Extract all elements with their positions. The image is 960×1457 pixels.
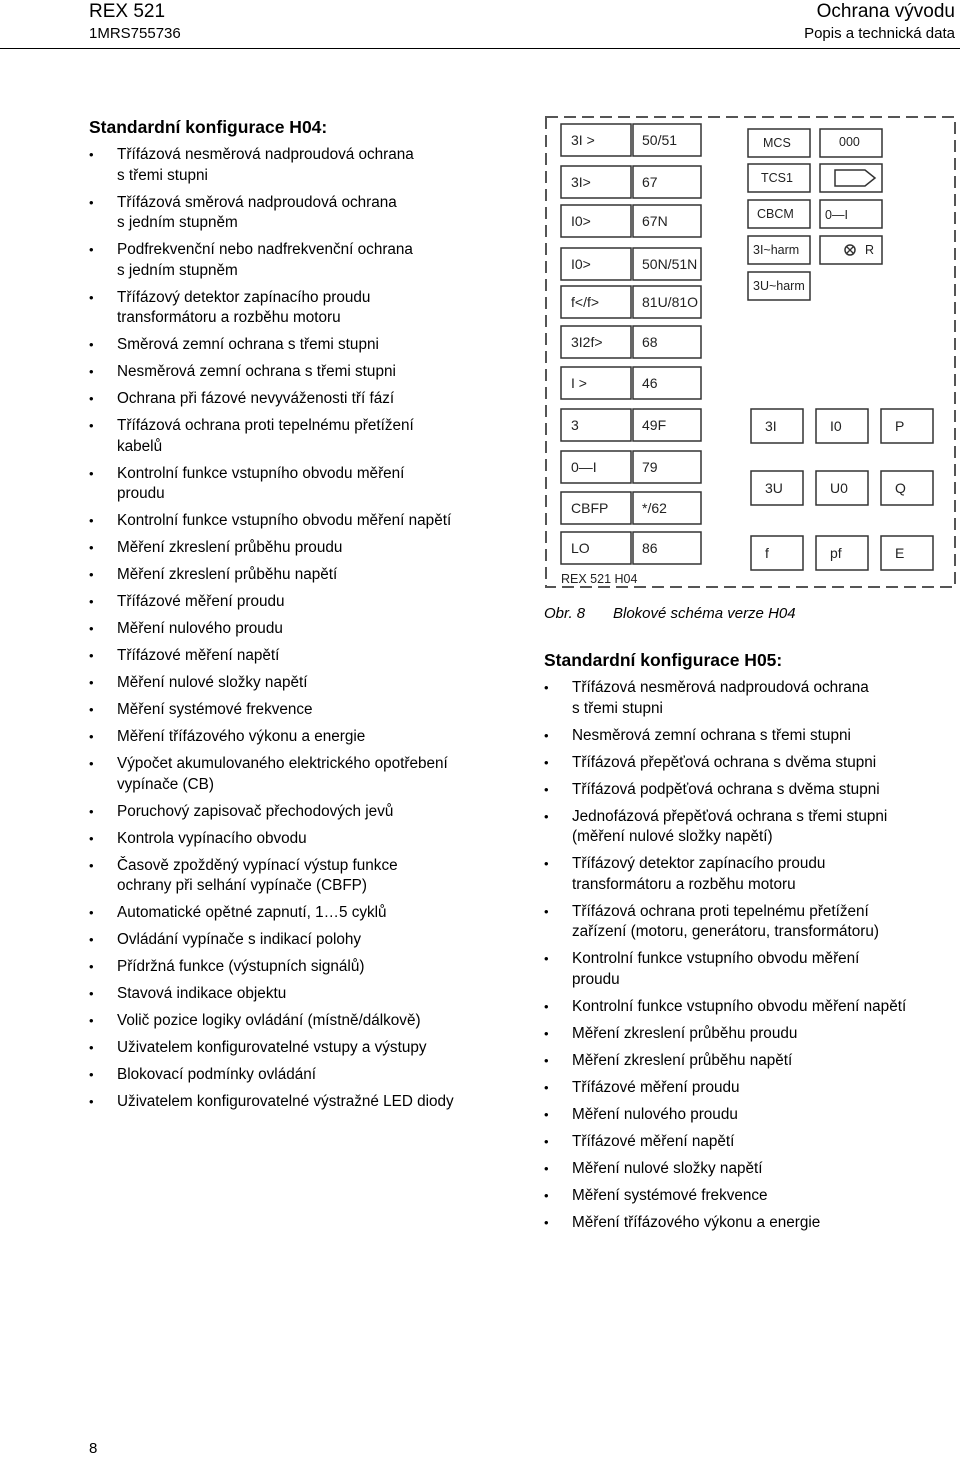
control-label-counter: 000 bbox=[839, 135, 860, 149]
bullet-icon: • bbox=[544, 727, 549, 743]
list-item-text: Třífázová nesměrová nadproudová ochrana s třemi stupni bbox=[117, 146, 414, 184]
block-diagram-h04 bbox=[543, 114, 958, 594]
bullet-icon: • bbox=[89, 513, 94, 528]
list-item-text: Třífázová podpěťová ochrana s dvěma stupni bbox=[572, 780, 880, 798]
list-item bbox=[89, 193, 529, 234]
list-item bbox=[89, 1038, 529, 1059]
bullet-icon: • bbox=[89, 418, 94, 433]
bullet-icon: • bbox=[89, 540, 94, 555]
list-item-text: Nesměrová zemní ochrana s třemi stupni bbox=[117, 363, 396, 380]
bullet-icon: • bbox=[89, 1040, 94, 1055]
bullet-icon: • bbox=[544, 951, 549, 966]
list-item bbox=[544, 1024, 958, 1045]
list-item bbox=[89, 592, 529, 613]
bullet-icon: • bbox=[544, 754, 549, 770]
list-item bbox=[544, 807, 958, 848]
list-item-text: Měření nulové složky napětí bbox=[572, 1159, 763, 1177]
list-item-text: Měření systémové frekvence bbox=[572, 1186, 768, 1204]
list-item-text: Třífázová nesměrová nadproudová ochrana s třemi stupni bbox=[572, 679, 869, 717]
list-item bbox=[544, 780, 958, 801]
page-header bbox=[0, 0, 960, 50]
bullet-icon: • bbox=[544, 1187, 549, 1203]
bullet-icon: • bbox=[544, 1025, 549, 1041]
measurement-label: 3I bbox=[765, 418, 777, 434]
list-item bbox=[89, 619, 529, 640]
list-item bbox=[89, 984, 529, 1005]
list-item bbox=[89, 335, 529, 356]
trip-arrow-icon bbox=[835, 170, 875, 186]
bullet-icon: • bbox=[544, 998, 549, 1014]
control-label-3u-harm: 3U~harm bbox=[753, 279, 805, 293]
document-title: Ochrana vývodu bbox=[816, 1, 955, 22]
list-item bbox=[544, 997, 958, 1018]
protection-symbol: I0> bbox=[571, 213, 591, 229]
list-item bbox=[89, 957, 529, 978]
measurement-label: U0 bbox=[830, 480, 848, 496]
protection-symbol: I0> bbox=[571, 256, 591, 272]
list-item bbox=[544, 949, 958, 990]
list-item-text: Třífázová přepěťová ochrana s dvěma stupni bbox=[572, 753, 877, 771]
bullet-icon: • bbox=[89, 1094, 94, 1109]
list-item-text: Výpočet akumulovaného elektrického opotřebení vypínače (CB) bbox=[117, 755, 448, 793]
protection-symbol: CBFP bbox=[571, 500, 609, 516]
ansi-code: 50/51 bbox=[642, 132, 678, 148]
list-item-text: Třífázové měření napětí bbox=[117, 647, 280, 664]
bullet-icon: • bbox=[544, 856, 549, 871]
list-item bbox=[544, 1186, 958, 1207]
page-number: 8 bbox=[89, 1440, 98, 1457]
ansi-code: */62 bbox=[642, 500, 667, 516]
product-name: REX 521 bbox=[89, 1, 166, 22]
list-item-text: Měření systémové frekvence bbox=[117, 701, 313, 718]
list-item-text: Volič pozice logiky ovládání (místně/dálkově) bbox=[117, 1012, 421, 1029]
figure-number: Obr. 8 bbox=[544, 605, 586, 622]
list-item bbox=[89, 903, 529, 924]
bullet-icon: • bbox=[89, 242, 94, 257]
bullet-icon: • bbox=[544, 903, 549, 919]
list-item-text: Třífázová ochrana proti tepelnému přetížení zařízení (motoru, generátoru, transformátoru) bbox=[572, 902, 879, 940]
measurement-label: f bbox=[765, 545, 769, 561]
list-item-text: Měření nulové složky napětí bbox=[117, 674, 308, 691]
list-item-text: Kontrolní funkce vstupního obvodu měření proudu bbox=[572, 950, 860, 988]
list-item bbox=[89, 673, 529, 694]
bullet-icon: • bbox=[89, 702, 94, 717]
bullet-icon: • bbox=[89, 830, 94, 846]
bullet-icon: • bbox=[544, 808, 549, 824]
list-item-text: Kontrolní funkce vstupního obvodu měření napětí bbox=[572, 997, 907, 1015]
list-item bbox=[544, 1132, 958, 1153]
list-item-text: Podfrekvenční nebo nadfrekvenční ochrana s jedním stupněm bbox=[117, 241, 413, 279]
list-item-text: Měření nulového proudu bbox=[572, 1105, 738, 1123]
list-item-text: Stavová indikace objektu bbox=[117, 985, 287, 1002]
control-label-mcs: MCS bbox=[763, 136, 791, 150]
list-item bbox=[89, 802, 529, 823]
protection-symbol: LO bbox=[571, 540, 590, 556]
measurement-label: 3U bbox=[765, 480, 783, 496]
list-item-text: Kontrolní funkce vstupního obvodu měření napětí bbox=[117, 512, 452, 529]
list-item bbox=[89, 700, 529, 721]
list-item-text: Třífázový detektor zapínacího proudu transformátoru a rozběhu motoru bbox=[117, 288, 371, 326]
list-item-text: Třífázové měření proudu bbox=[117, 593, 285, 610]
protection-symbol: 3 bbox=[571, 417, 579, 433]
bullet-icon: • bbox=[544, 680, 549, 695]
section-title-h04: Standardní konfigurace H04: bbox=[89, 117, 328, 137]
list-item-text: Měření třífázového výkonu a energie bbox=[117, 728, 366, 745]
measurement-label: E bbox=[895, 545, 905, 561]
list-item-text: Třífázové měření proudu bbox=[572, 1078, 740, 1096]
ansi-code: 49F bbox=[642, 417, 667, 433]
control-label-tcs1: TCS1 bbox=[761, 171, 793, 185]
bullet-icon: • bbox=[89, 364, 94, 379]
control-label-cbcm: CBCM bbox=[757, 207, 794, 221]
control-label-3i-harm: 3I~harm bbox=[753, 243, 800, 257]
header-rule bbox=[0, 48, 960, 49]
bullet-icon: • bbox=[544, 1214, 549, 1230]
diagram-frame bbox=[546, 117, 955, 587]
ansi-code: 50N/51N bbox=[642, 256, 698, 272]
figure-caption bbox=[544, 605, 796, 622]
bullet-icon: • bbox=[89, 857, 94, 873]
list-item bbox=[544, 902, 958, 943]
ansi-code: 81U/81O bbox=[642, 294, 699, 310]
list-item bbox=[89, 1092, 529, 1113]
bullet-icon: • bbox=[89, 391, 94, 406]
bullet-icon: • bbox=[89, 1067, 94, 1082]
bullet-icon: • bbox=[89, 648, 94, 663]
list-item bbox=[89, 538, 529, 559]
list-item bbox=[89, 930, 529, 951]
list-item-text: Automatické opětné zapnutí, 1…5 cyklů bbox=[117, 904, 387, 921]
list-item bbox=[544, 1105, 958, 1126]
bullet-icon: • bbox=[544, 781, 549, 797]
bullet-icon: • bbox=[544, 1133, 549, 1149]
list-item-text: Ovládání vypínače s indikací polohy bbox=[117, 931, 362, 948]
protection-symbol: 3I2f> bbox=[571, 334, 603, 350]
list-item bbox=[544, 1051, 958, 1072]
bullet-icon: • bbox=[89, 905, 94, 920]
list-item bbox=[89, 362, 529, 383]
protection-symbol: 0—I bbox=[571, 459, 597, 475]
h04-feature-list bbox=[89, 145, 529, 1119]
bullet-icon: • bbox=[89, 729, 94, 744]
list-item-text: Blokovací podmínky ovládání bbox=[117, 1066, 316, 1083]
bullet-icon: • bbox=[89, 621, 94, 636]
measurement-label: pf bbox=[830, 545, 842, 561]
list-item-text: Uživatelem konfigurovatelné vstupy a výstupy bbox=[117, 1039, 427, 1056]
measurement-label: Q bbox=[895, 480, 906, 496]
list-item bbox=[89, 240, 529, 281]
list-item bbox=[89, 416, 529, 457]
list-item-text: Měření zkreslení průběhu proudu bbox=[117, 539, 343, 556]
list-item bbox=[544, 753, 958, 774]
ansi-code: 46 bbox=[642, 375, 658, 391]
list-item bbox=[544, 1159, 958, 1180]
bullet-icon: • bbox=[89, 465, 94, 481]
list-item-text: Kontrolní funkce vstupního obvodu měření proudu bbox=[117, 464, 405, 502]
measurement-label: I0 bbox=[830, 418, 842, 434]
bullet-icon: • bbox=[89, 337, 94, 352]
list-item bbox=[89, 389, 529, 410]
list-item-text: Měření zkreslení průběhu proudu bbox=[572, 1024, 798, 1042]
list-item-text: Kontrola vypínacího obvodu bbox=[117, 829, 307, 847]
list-item-text: Třífázový detektor zapínacího proudu transformátoru a rozběhu motoru bbox=[572, 855, 826, 893]
ansi-code: 68 bbox=[642, 334, 658, 350]
protection-symbol: f</f> bbox=[571, 294, 600, 310]
diagram-footer: REX 521 H04 bbox=[561, 572, 638, 586]
ansi-code: 79 bbox=[642, 459, 658, 475]
list-item-text: Měření zkreslení průběhu napětí bbox=[117, 566, 338, 583]
list-item-text: Časově zpožděný vypínací výstup funkce ochrany při selhání vypínače (CBFP) bbox=[117, 856, 398, 894]
ansi-code: 86 bbox=[642, 540, 658, 556]
measurement-label: P bbox=[895, 418, 905, 434]
figure-caption-text: Blokové schéma verze H04 bbox=[613, 605, 796, 622]
list-item bbox=[89, 1011, 529, 1032]
list-item bbox=[89, 856, 529, 897]
list-item-text: Ochrana při fázové nevyváženosti tří fází bbox=[117, 390, 395, 407]
list-item bbox=[89, 1065, 529, 1086]
bullet-icon: • bbox=[89, 959, 94, 974]
list-item-text: Uživatelem konfigurovatelné výstražné LED diody bbox=[117, 1093, 454, 1110]
list-item bbox=[89, 511, 529, 532]
list-item bbox=[89, 288, 529, 329]
list-item bbox=[89, 145, 529, 186]
measurement-functions bbox=[751, 409, 933, 570]
control-functions bbox=[748, 129, 882, 300]
control-label-reset: R bbox=[865, 243, 875, 257]
bullet-icon: • bbox=[89, 1013, 94, 1028]
list-item-text: Jednofázová přepěťová ochrana s třemi stupni (měření nulové složky napětí) bbox=[572, 807, 888, 845]
bullet-icon: • bbox=[89, 567, 94, 582]
list-item-text: Třífázová směrová nadproudová ochrana s jedním stupněm bbox=[117, 193, 397, 231]
list-item-text: Měření zkreslení průběhu napětí bbox=[572, 1051, 793, 1069]
list-item-text: Přídržná funkce (výstupních signálů) bbox=[117, 958, 365, 975]
bullet-icon: • bbox=[544, 1106, 549, 1122]
bullet-icon: • bbox=[89, 194, 94, 210]
list-item-text: Nesměrová zemní ochrana s třemi stupni bbox=[572, 726, 851, 744]
bullet-icon: • bbox=[89, 289, 94, 305]
ansi-code: 67N bbox=[642, 213, 668, 229]
bullet-icon: • bbox=[544, 1052, 549, 1068]
list-item-text: Měření nulového proudu bbox=[117, 620, 283, 637]
list-item bbox=[89, 754, 529, 795]
section-title-h05: Standardní konfigurace H05: bbox=[544, 650, 783, 670]
bullet-icon: • bbox=[89, 803, 94, 819]
list-item bbox=[544, 1078, 958, 1099]
protection-symbol: 3I > bbox=[571, 132, 595, 148]
control-label-switch: 0—I bbox=[825, 208, 848, 222]
list-item bbox=[89, 464, 529, 505]
h05-feature-list bbox=[544, 678, 958, 1240]
bullet-icon: • bbox=[89, 986, 94, 1001]
list-item bbox=[89, 565, 529, 586]
list-item bbox=[544, 678, 958, 719]
list-item-text: Třífázová ochrana proti tepelnému přetížení kabelů bbox=[117, 417, 414, 455]
document-code: 1MRS755736 bbox=[89, 25, 181, 42]
bullet-icon: • bbox=[544, 1079, 549, 1095]
ansi-code: 67 bbox=[642, 174, 658, 190]
list-item bbox=[89, 646, 529, 667]
list-item bbox=[544, 726, 958, 747]
list-item bbox=[544, 1213, 958, 1234]
protection-symbol: I > bbox=[571, 375, 587, 391]
document-subtitle: Popis a technická data bbox=[804, 25, 955, 42]
list-item bbox=[89, 727, 529, 748]
list-item-text: Třífázové měření napětí bbox=[572, 1132, 735, 1150]
bullet-icon: • bbox=[89, 756, 94, 771]
bullet-icon: • bbox=[89, 594, 94, 609]
bullet-icon: • bbox=[89, 675, 94, 690]
list-item bbox=[544, 854, 958, 895]
protection-function-rows bbox=[561, 124, 701, 564]
list-item-text: Měření třífázového výkonu a energie bbox=[572, 1213, 821, 1231]
list-item-text: Poruchový zapisovač přechodových jevů bbox=[117, 802, 394, 820]
list-item-text: Směrová zemní ochrana s třemi stupni bbox=[117, 336, 379, 353]
bullet-icon: • bbox=[89, 147, 94, 162]
bullet-icon: • bbox=[544, 1160, 549, 1176]
protection-symbol: 3I> bbox=[571, 174, 591, 190]
list-item bbox=[89, 829, 529, 850]
bullet-icon: • bbox=[89, 932, 94, 947]
